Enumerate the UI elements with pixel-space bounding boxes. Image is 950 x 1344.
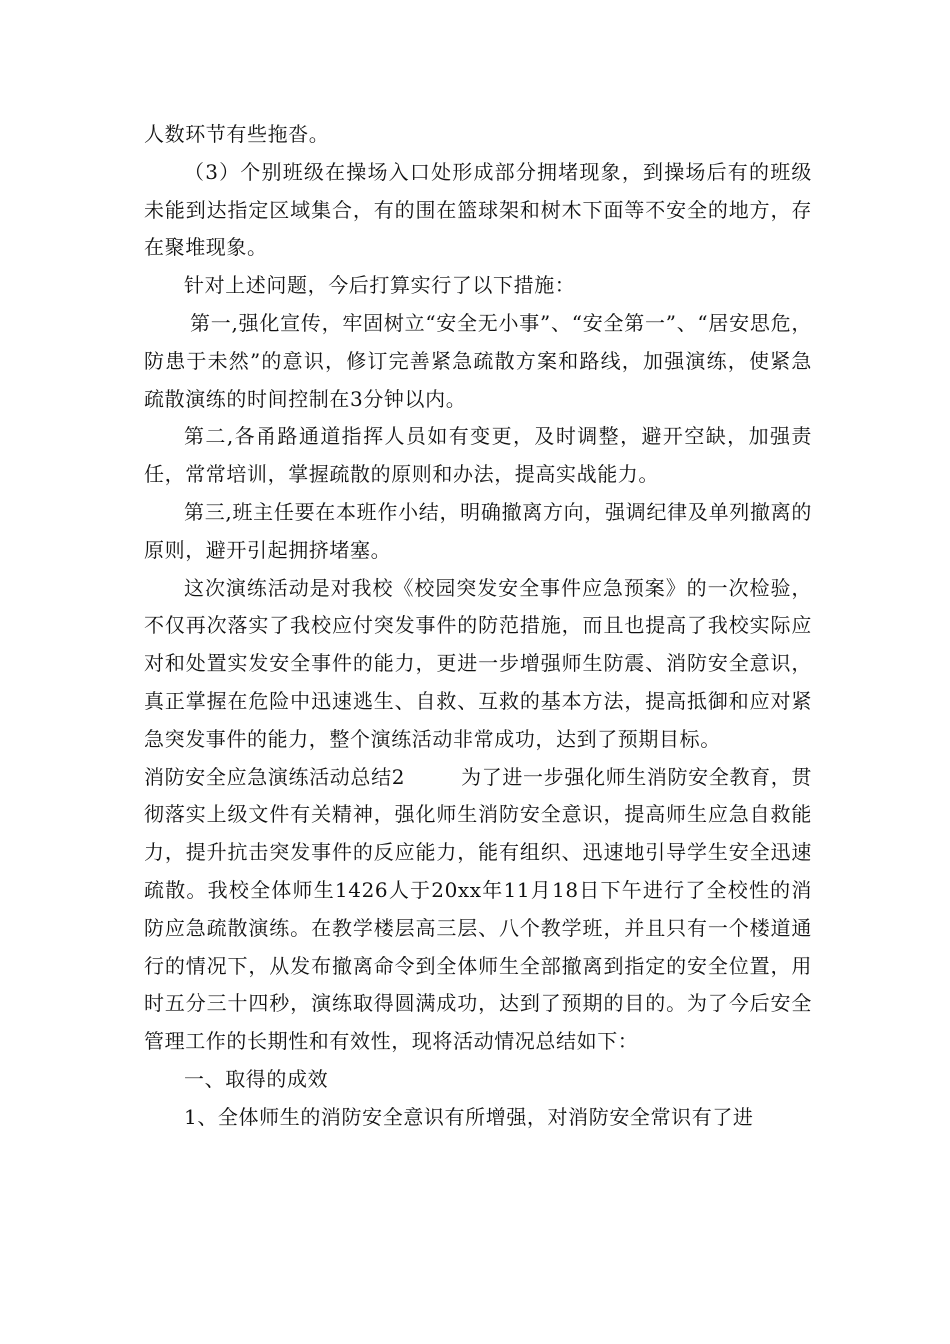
paragraph-achievement-1: 1、全体师生的消防安全意识有所增强，对消防安全常识有了进 xyxy=(184,1104,754,1129)
section-title: 消防安全应急演练活动总结2 xyxy=(144,764,406,789)
document-body xyxy=(144,116,812,1137)
paragraph-summary-2 xyxy=(144,759,812,1061)
section-heading-achievements: 一、取得的成效 xyxy=(184,1066,329,1091)
paragraph-continuation: 人数环节有些拖沓。 xyxy=(144,122,330,146)
paragraph-measure-2: 第二,各甬路通道指挥人员如有变更，及时调整，避开空缺，加强责任，常常培训，掌握疏散的原则和办法，提高实战能力。 xyxy=(144,424,812,487)
paragraph-summary-2-body: 为了进一步强化师生消防安全教育，贯彻落实上级文件有关精神，强化师生消防安全意识，提高师生应急自救能力，提升抗击突发事件的反应能力，能有组织、迅速地引导学生安全迅速疏散。我校全体师生1426人于20xx年11月18日下午进行了全校性的消防应急疏散演练。在教学楼层高三层、八个教学班，并且只有一个楼道通行的情况下，从发布撤离命令到全体师生全部撤离到指定的安全位置，用时五分三十四秒，演练取得圆满成功，达到了预期的目的。为了今后安全管理工作的长期性和有效性，现将活动情况总结如下： xyxy=(144,764,813,1054)
paragraph-problem-3: （3）个别班级在操场入口处形成部分拥堵现象，到操场后有的班级未能到达指定区域集合，有的围在篮球架和树木下面等不安全的地方，存在聚堆现象。 xyxy=(144,159,812,260)
paragraph-measure-3: 第三,班主任要在本班作小结，明确撤离方向，强调纪律及单列撤离的原则，避开引起拥挤堵塞。 xyxy=(144,499,812,562)
paragraph-measures-intro: 针对上述问题，今后打算实行了以下措施： xyxy=(184,273,576,298)
paragraph-measure-1: 第一,强化宣传，牢固树立“安全无小事”、“安全第一”、“居安思危，防患于未然”的意识，修订完善紧急疏散方案和路线，加强演练，使紧急疏散演练的时间控制在3分钟以内。 xyxy=(144,310,812,411)
paragraph-conclusion: 这次演练活动是对我校《校园突发安全事件应急预案》的一次检验，不仅再次落实了我校应付突发事件的防范措施，而且也提高了我校实际应对和处置实发安全事件的能力，更进一步增强师生防震、消防安全意识，真正掌握在危险中迅速逃生、自救、互救的基本方法，提高抵御和应对紧急突发事件的能力，整个演练活动非常成功，达到了预期目标。 xyxy=(144,575,812,751)
